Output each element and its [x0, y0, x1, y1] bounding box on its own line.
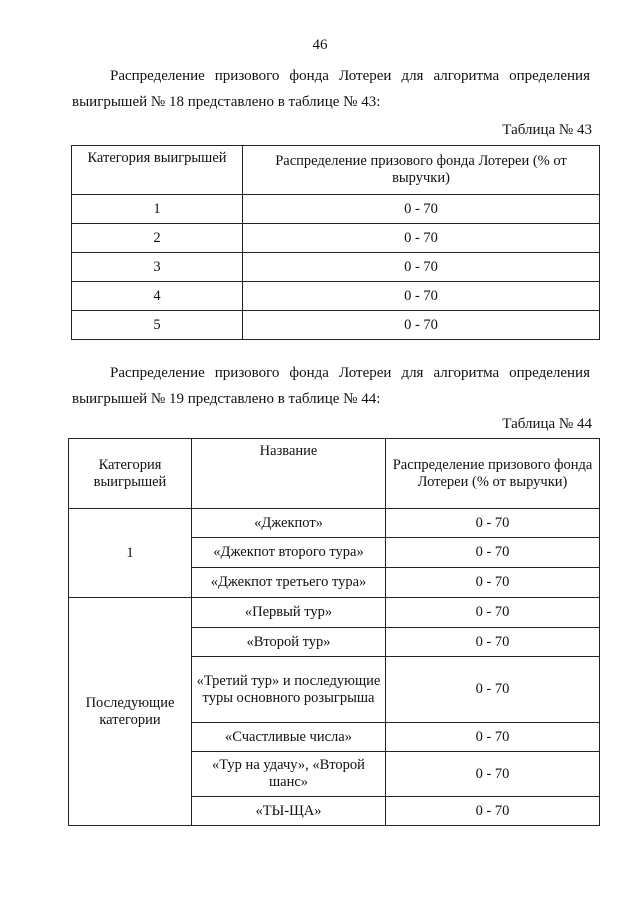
name-cell: «Первый тур»: [192, 598, 386, 628]
category-cell: 5: [72, 311, 243, 340]
table-43-caption: Таблица № 43: [502, 122, 592, 138]
share-cell: 0 - 70: [386, 723, 600, 752]
category-cell: 3: [72, 253, 243, 282]
share-cell: 0 - 70: [386, 752, 600, 797]
header-distribution: Распределение призового фонда Лотереи (% от выручки): [386, 439, 600, 509]
page-number: 46: [312, 37, 328, 53]
share-cell: 0 - 70: [243, 282, 600, 311]
name-cell: «Второй тур»: [192, 628, 386, 657]
table-43: [71, 145, 600, 340]
share-cell: 0 - 70: [243, 195, 600, 224]
name-cell: «Джекпот второго тура»: [192, 538, 386, 568]
table-row: [72, 311, 600, 340]
table-row: [69, 509, 600, 538]
share-cell: 0 - 70: [243, 253, 600, 282]
intro-line-2: выигрышей № 19 представлено в таблице № 44:: [72, 391, 381, 407]
header-name: Название: [192, 439, 386, 509]
share-cell: 0 - 70: [386, 797, 600, 826]
intro-line-2: выигрышей № 18 представлено в таблице № 43:: [72, 94, 381, 110]
share-cell: 0 - 70: [386, 598, 600, 628]
intro-line-1: Распределение призового фонда Лотереи для алгоритма определения: [110, 365, 590, 381]
name-cell: «Тур на удачу», «Второй шанс»: [192, 752, 386, 797]
name-cell: «Третий тур» и последующие туры основного розыгрыша: [192, 657, 386, 723]
table-row: [69, 598, 600, 628]
name-cell: «ТЫ-ЩА»: [192, 797, 386, 826]
intro-paragraph-table-43: [72, 63, 590, 115]
table-row: [72, 195, 600, 224]
share-cell: 0 - 70: [243, 311, 600, 340]
table-header-row: [72, 146, 600, 195]
share-cell: 0 - 70: [386, 538, 600, 568]
name-cell: «Джекпот»: [192, 509, 386, 538]
category-cell: 1: [72, 195, 243, 224]
share-cell: 0 - 70: [386, 657, 600, 723]
table-44: [68, 438, 600, 826]
header-category: Категория выигрышей: [72, 146, 243, 195]
table-row: [72, 253, 600, 282]
category-cell: 1: [69, 509, 192, 598]
share-cell: 0 - 70: [386, 509, 600, 538]
name-cell: «Джекпот третьего тура»: [192, 568, 386, 598]
table-row: [72, 282, 600, 311]
intro-line-1: Распределение призового фонда Лотереи для алгоритма определения: [110, 68, 590, 84]
category-cell: 4: [72, 282, 243, 311]
name-cell: «Счастливые числа»: [192, 723, 386, 752]
table-header-row: [69, 439, 600, 509]
category-cell: Последующие категории: [69, 598, 192, 826]
header-distribution: Распределение призового фонда Лотереи (% от выручки): [243, 146, 600, 195]
table-44-caption: Таблица № 44: [502, 416, 592, 432]
share-cell: 0 - 70: [243, 224, 600, 253]
table-row: [72, 224, 600, 253]
category-cell: 2: [72, 224, 243, 253]
intro-paragraph-table-44: [72, 360, 590, 412]
share-cell: 0 - 70: [386, 628, 600, 657]
header-category: Категория выигрышей: [69, 439, 192, 509]
share-cell: 0 - 70: [386, 568, 600, 598]
